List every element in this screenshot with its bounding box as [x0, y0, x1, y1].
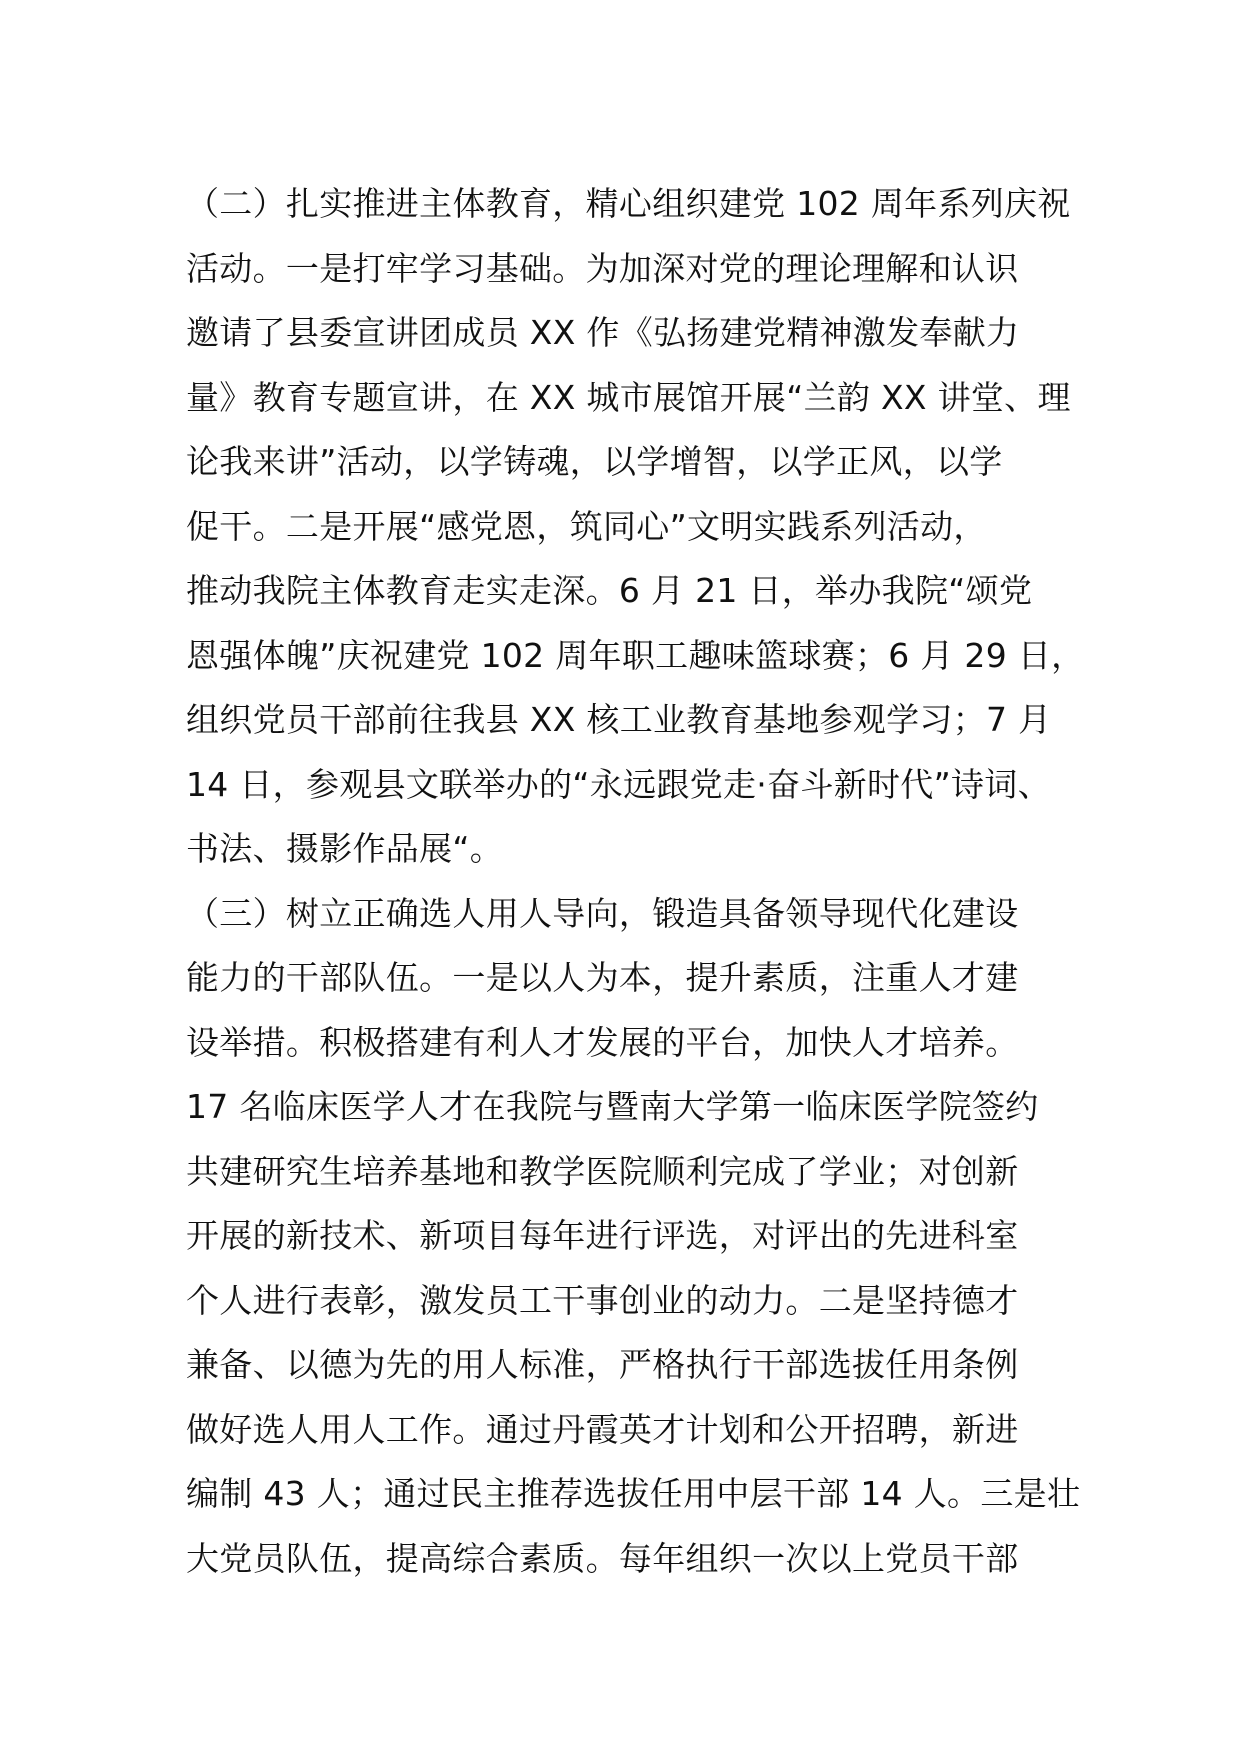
- text-line: 邀请了县委宣讲团成员 XX 作《弘扬建党精神激发奉献力: [186, 313, 1020, 352]
- text-line: 17 名临床医学人才在我院与暨南大学第一临床医学院签约: [186, 1087, 1039, 1126]
- text-line: 书法、摄影作品展“。: [186, 829, 504, 868]
- document-body: [186, 172, 1085, 1591]
- text-line: 促干。二是开展“感党恩，筑同心”文明实践系列活动，: [186, 506, 987, 546]
- text-line: 能力的干部队伍。一是以人为本，提升素质，注重人才建: [186, 958, 1019, 997]
- text-line: 推动我院主体教育走实走深。6 月 21 日，举办我院“颂党: [186, 571, 1033, 610]
- text-line: 14 日，参观县文联举办的“永远跟党走·奋斗新时代”诗词、: [186, 764, 1051, 804]
- text-line: 恩强体魄”庆祝建党 102 周年职工趣味篮球赛；6 月 29 日，: [186, 635, 1085, 675]
- text-line: 活动。一是打牢学习基础。为加深对党的理论理解和认识: [186, 248, 1019, 288]
- text-line: 量》教育专题宣讲，在 XX 城市展馆开展“兰韵 XX 讲堂、理: [186, 377, 1071, 417]
- text-line: 组织党员干部前往我县 XX 核工业教育基地参观学习；7 月: [186, 700, 1052, 739]
- text-line: 开展的新技术、新项目每年进行评选，对评出的先进科室: [186, 1216, 1019, 1255]
- text-line: 大党员队伍，提高综合素质。每年组织一次以上党员干部: [186, 1538, 1019, 1578]
- text-line: 论我来讲”活动，以学铸魂，以学增智，以学正风，以学: [186, 442, 1003, 481]
- text-line: 做好选人用人工作。通过丹霞英才计划和公开招聘，新进: [186, 1409, 1019, 1449]
- text-line: 编制 43 人；通过民主推荐选拔任用中层干部 14 人。三是壮: [186, 1474, 1081, 1513]
- text-line: 个人进行表彰，激发员工干事创业的动力。二是坚持德才: [186, 1280, 1019, 1320]
- paragraph-section-two: [186, 172, 1085, 882]
- paragraph-section-three: [186, 882, 1081, 1592]
- text-line: 共建研究生培养基地和教学医院顺利完成了学业；对创新: [186, 1151, 1019, 1191]
- text-line: 设举措。积极搭建有利人才发展的平台，加快人才培养。: [186, 1022, 1019, 1062]
- text-line: （三）树立正确选人用人导向，锻造具备领导现代化建设: [186, 893, 1019, 933]
- text-line: 兼备、以德为先的用人标准，严格执行干部选拔任用条例: [186, 1345, 1019, 1384]
- text-line: （二）扎实推进主体教育，精心组织建党 102 周年系列庆祝: [186, 184, 1071, 223]
